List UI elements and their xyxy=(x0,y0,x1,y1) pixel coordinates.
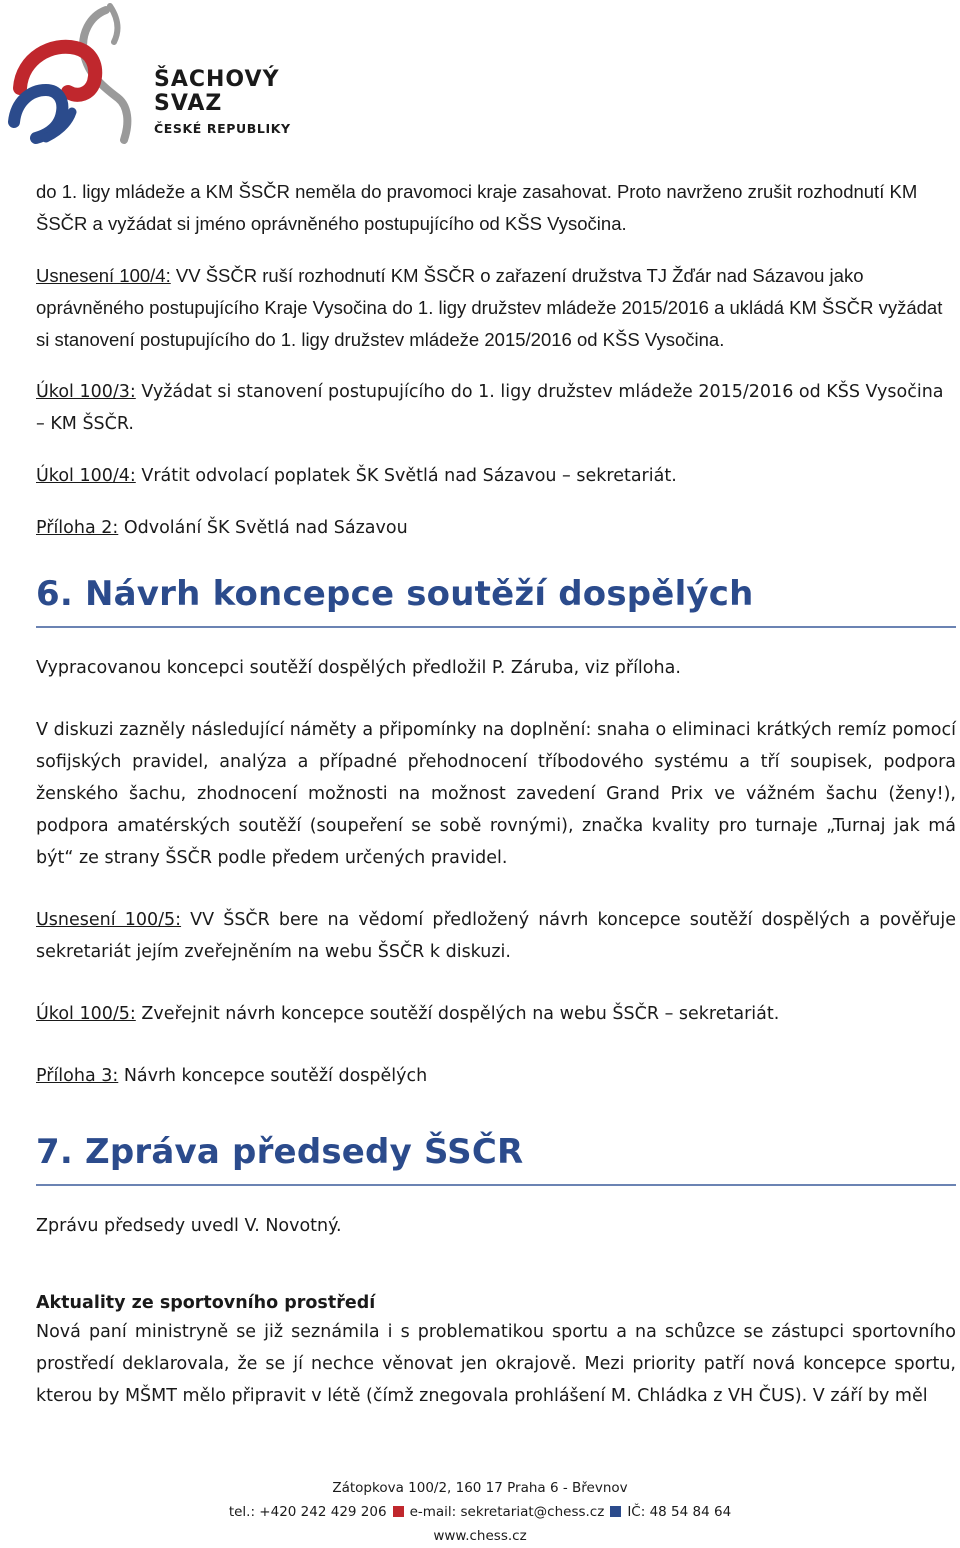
document-body xyxy=(36,176,956,1412)
task-100-5 xyxy=(36,998,956,1030)
task-100-3-text: Vyžádat si stanovení postupujícího do 1. ligy družstev mládeže 2015/2016 od KŠS Vysočina – KM ŠSČR. xyxy=(36,382,944,434)
footer-ic: IČ: 48 54 84 64 xyxy=(627,1504,732,1520)
attachment-2-label: Příloha 2: xyxy=(36,518,119,538)
attachment-3-label: Příloha 3: xyxy=(36,1066,119,1086)
section-6-heading: 6. Návrh koncepce soutěží dospělých xyxy=(36,570,956,628)
resolution-100-4-text: VV ŠSČR ruší rozhodnutí KM ŠSČR o zařazení družstva TJ Žďár nad Sázavou jako oprávněného postupujícího Kraje Vysočina do 1. ligy družstev mládeže 2015/2016 a ukládá KM ŠSČR vyžádat si stanovení postupujícího do 1. ligy družstev mládeže 2015/2016 od KŠS Vysočina. xyxy=(36,265,943,350)
footer-address: Zátopkova 100/2, 160 17 Praha 6 - Břevnov xyxy=(332,1480,628,1496)
footer-contacts xyxy=(0,1500,960,1524)
attachment-3 xyxy=(36,1060,956,1092)
resolution-100-5 xyxy=(36,904,956,968)
chess-federation-logo xyxy=(6,2,306,152)
footer-website[interactable]: www.chess.cz xyxy=(433,1528,527,1544)
footer-email[interactable]: e-mail: sekretariat@chess.cz xyxy=(409,1504,605,1520)
red-square-icon xyxy=(393,1506,404,1517)
task-100-5-label: Úkol 100/5: xyxy=(36,1004,136,1024)
attachment-2 xyxy=(36,512,956,544)
task-100-4-label: Úkol 100/4: xyxy=(36,466,136,486)
task-100-4-text: Vrátit odvolací poplatek ŠK Světlá nad Sázavou – sekretariát. xyxy=(135,466,677,486)
task-100-4 xyxy=(36,460,956,492)
logo-line-2: SVAZ xyxy=(154,91,223,116)
knight-logo-icon xyxy=(6,2,156,152)
task-100-5-text: Zveřejnit návrh koncepce soutěží dospělých na webu ŠSČR – sekretariát. xyxy=(135,1004,780,1024)
section-7-subheading: Aktuality ze sportovního prostředí xyxy=(36,1293,376,1313)
resolution-100-4-label: Usnesení 100/4: xyxy=(36,265,171,286)
attachment-3-text: Návrh koncepce soutěží dospělých xyxy=(118,1066,428,1086)
section-7-heading: 7. Zpráva předsedy ŠSČR xyxy=(36,1128,956,1186)
blue-square-icon xyxy=(610,1506,621,1517)
logo-line-1: ŠACHOVÝ xyxy=(154,67,280,92)
page-footer xyxy=(0,1476,960,1548)
section-6-discussion: V diskuzi zazněly následující náměty a připomínky na doplnění: snaha o eliminaci krátkých remíz pomocí sofijských pravidel, analýza a případné přehodnocení tříbodového systému a tří soupisek, podpora ženského šachu, zhodnocení možnosti na možnost zavedení Grand Prix ve vážném šachu (ženy!), podpora amatérských soutěží (soupeření se sobě rovnými), značka kvality pro turnaje „Turnaj jak má být“ ze strany ŠSČR podle předem určených pravidel. xyxy=(36,720,956,868)
section-6-intro: Vypracovanou koncepci soutěží dospělých předložil P. Záruba, viz příloha. xyxy=(36,658,681,678)
resolution-100-4 xyxy=(36,260,956,356)
resolution-100-5-label: Usnesení 100/5: xyxy=(36,910,182,930)
logo-wordmark xyxy=(154,68,291,138)
task-100-3 xyxy=(36,376,956,440)
footer-phone: tel.: +420 242 429 206 xyxy=(228,1504,387,1520)
logo-line-3: ČESKÉ REPUBLIKY xyxy=(154,121,291,136)
task-100-3-label: Úkol 100/3: xyxy=(36,382,136,402)
attachment-2-text: Odvolání ŠK Světlá nad Sázavou xyxy=(118,518,408,538)
resolution-100-5-text: VV ŠSČR bere na vědomí předložený návrh koncepce soutěží dospělých a pověřuje sekretariát jejím zveřejněním na webu ŠSČR k diskuzi. xyxy=(36,910,957,962)
section-7-intro: Zprávu předsedy uvedl V. Novotný. xyxy=(36,1216,342,1236)
section-7-news: Nová paní ministryně se již seznámila i s problematikou sportu a na schůzce se zástupci sportovního prostředí deklarovala, že se jí nechce věnovat jen okrajově. Mezi priority patří nová koncepce sportu, kterou by MŠMT mělo připravit v létě (čímž znegovala prohlášení M. Chládka z VH ČUS). V září by měl xyxy=(36,1322,956,1406)
paragraph-continuation: do 1. ligy mládeže a KM ŠSČR neměla do pravomoci kraje zasahovat. Proto navrženo zrušit rozhodnutí KM ŠSČR a vyžádat si jméno oprávněného postupujícího od KŠS Vysočina. xyxy=(36,181,918,234)
